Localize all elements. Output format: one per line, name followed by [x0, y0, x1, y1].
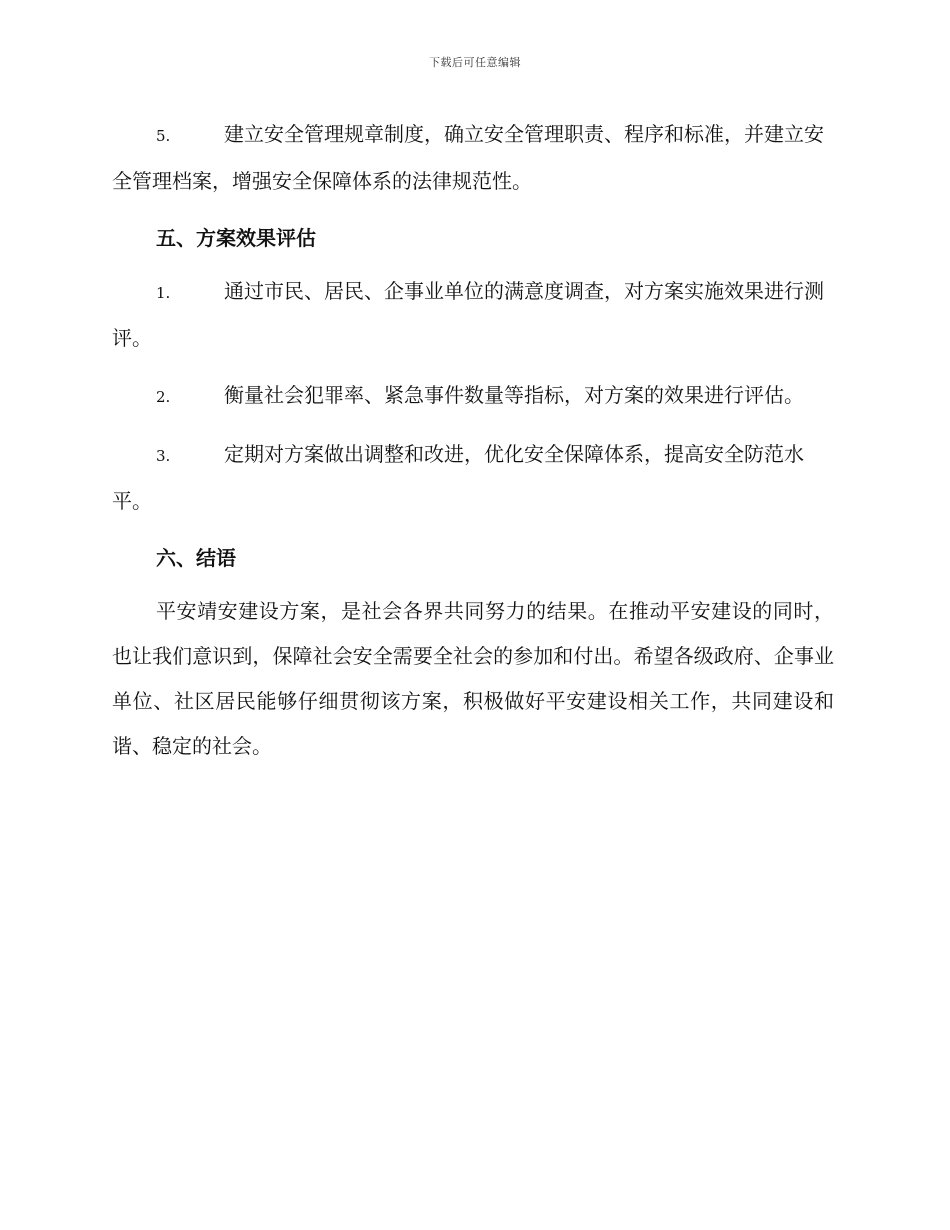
section-heading-conclusion: 六、结语: [156, 546, 236, 570]
list-item-1: [112, 269, 834, 361]
list-item-3: [112, 432, 834, 524]
document-body: [112, 112, 834, 781]
list-item-text: 通过市民、居民、企事业单位的满意度调查，对方案实施效果进行测评。: [112, 279, 824, 350]
page-header: 下载后可任意编辑: [429, 56, 521, 69]
list-item-text: 定期对方案做出调整和改进，优化安全保障体系，提高安全防范水平。: [112, 442, 804, 513]
list-item-number: 1.: [156, 284, 171, 302]
list-item-number: 2.: [156, 388, 171, 406]
list-item-text: 衡量社会犯罪率、紧急事件数量等指标，对方案的效果进行评估。: [224, 383, 804, 407]
list-item-number: 3.: [156, 447, 171, 465]
list-item-5: [112, 112, 834, 204]
section-heading-evaluation: 五、方案效果评估: [156, 226, 316, 250]
list-item-number: 5.: [156, 127, 171, 145]
list-item-text: 建立安全管理规章制度，确立安全管理职责、程序和标准，并建立安全管理档案，增强安全保障体系的法律规范性。: [112, 122, 824, 193]
conclusion-paragraph: 平安靖安建设方案，是社会各界共同努力的结果。在推动平安建设的同时，也让我们意识到，保障社会安全需要全社会的参加和付出。希望各级政府、企事业单位、社区居民能够仔细贯彻该方案，积极做好平安建设相关工作，共同建设和谐、稳定的社会。: [112, 599, 834, 758]
list-item-2: [112, 373, 834, 420]
